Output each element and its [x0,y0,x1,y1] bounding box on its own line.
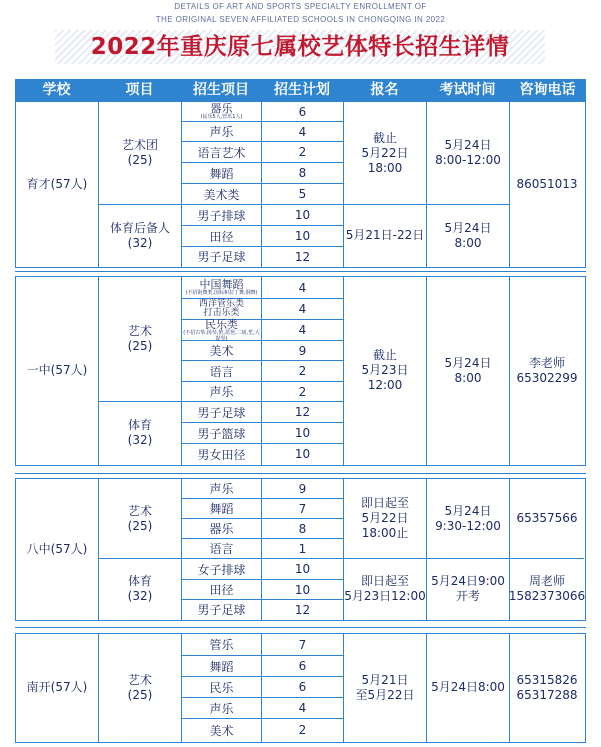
divider [15,627,586,628]
project-cell [99,402,181,464]
enroll-item: 美术类 [203,187,240,202]
enroll-item-name: 中国舞蹈 [199,278,244,291]
signup-line: 5月21日 [361,672,409,687]
plan-value: 2 [298,723,307,737]
project-name: 艺术团 [121,138,158,152]
phone-contact: 李老师 [528,355,565,370]
signup-cell [344,559,426,619]
phone-number: 1582373066 [508,589,586,603]
phone-number: 65302299 [516,370,578,385]
project-count: (32) [127,433,153,447]
plan-value: 12 [294,602,311,617]
header-project: 项目 [125,82,154,98]
signup-cell [344,102,426,204]
enroll-item: 舞蹈 [209,659,234,674]
exam-cell [427,634,509,741]
phone-contact: 周老师 [528,574,565,588]
phone-number: 86051013 [516,176,578,191]
enroll-item [182,317,261,342]
enroll-item: 语言 [209,364,234,379]
project-cell [99,277,181,401]
enroll-item-note: (不招街舞类,国标和拉丁舞,钢舞) [185,290,258,296]
signup-line: 5月23日 [361,363,409,377]
project-cell [99,102,181,204]
signup-cell [344,479,426,558]
project-count: (25) [127,153,153,167]
phone-number: 65315826 [516,672,578,687]
header-plan: 招生计划 [274,82,330,98]
plan-value: 6 [298,659,307,673]
plan-value: 10 [294,447,311,461]
signup-line: 截止 [372,348,397,362]
plan-value: 2 [298,364,307,378]
project-cell [99,559,181,619]
school-block-yucai [15,101,586,268]
enroll-item: 男子足球 [197,405,246,420]
plan-value: 10 [294,229,311,243]
page-title: 2022年重庆原七属校艺体特长招生详情 [90,34,510,60]
exam-line: 8:00 [454,370,482,385]
school-name: 育才(57人) [26,176,88,191]
school-name: 南开(57人) [26,680,88,694]
plan-value: 4 [298,701,307,715]
signup-line: 5月22日 [361,511,409,525]
divider [15,271,586,272]
enroll-item: 男女田径 [197,447,246,462]
enroll-item: 语言 [209,542,234,556]
enroll-item: 舞蹈 [209,166,234,181]
enroll-item: 民乐 [209,680,234,695]
enroll-item: 男子篮球 [197,426,246,441]
enroll-item: 声乐 [209,125,234,139]
exam-line: 5月24日 [444,138,492,152]
project-count: (25) [127,518,153,533]
project-name: 体育 [127,574,152,588]
plan-value: 12 [294,405,311,419]
project-name: 体育后备人 [109,220,170,235]
signup-line: 即日起至 [360,496,409,510]
plan-value: 1 [298,541,307,556]
plan-value: 4 [298,302,307,316]
phone-cell [510,634,584,741]
plan-value: 9 [298,343,307,358]
enroll-item-name-line-2: 打击乐类 [203,308,240,318]
enroll-item [182,299,261,319]
enroll-item: 器乐 [209,522,234,536]
english-subtitle-line-1: DETAILS OF ART AND SPORTS SPECIALTY ENROLLMENT OF [174,2,427,11]
plan-value: 8 [298,166,307,180]
project-name: 艺术 [127,503,152,518]
signup-line: 5月21日-22日 [345,228,425,242]
header-school: 学校 [42,82,71,98]
plan-value: 4 [298,124,307,139]
enroll-item: 田径 [209,229,234,244]
enroll-item: 女子排球 [197,562,246,577]
project-name: 艺术 [127,324,152,338]
signup-cell [344,634,426,741]
plan-value: 4 [298,280,307,295]
phone-cell [510,277,584,464]
exam-cell [427,277,509,464]
project-count: (25) [127,687,153,702]
plan-value: 7 [298,637,307,652]
phone-number: 65357566 [516,511,578,525]
enroll-item: 男子足球 [197,603,246,617]
school-name: 一中(57人) [26,363,88,377]
table-header [15,79,586,101]
plan-value: 10 [294,582,311,597]
header-enroll-item: 招生项目 [193,82,249,98]
enroll-item: 舞蹈 [209,502,234,516]
exam-line: 5月24日8:00 [431,680,505,694]
signup-line: 5月23日12:00 [344,589,426,603]
school-name: 八中(57人) [26,541,88,556]
enroll-item: 管乐 [209,638,234,652]
plan-value: 8 [298,521,307,536]
signup-line: 至5月22日 [355,687,415,702]
exam-line: 开考 [455,589,480,603]
enroll-item: 男子排球 [197,208,246,223]
enroll-item: 声乐 [209,385,234,399]
exam-line: 9:30-12:00 [435,518,501,533]
signup-line: 18:00 [367,160,403,175]
enroll-item: 美术 [209,344,234,358]
enroll-item-note: (不招古筝,扬琴,笛,琵琶,二胡,笙,大提琴) [183,329,260,342]
plan-value: 10 [294,562,311,576]
plan-value: 9 [298,481,307,496]
project-cell [99,205,181,266]
school-block-nankai [15,633,586,743]
plan-value: 12 [294,249,311,264]
exam-line: 5月24日 [444,355,492,370]
plan-value: 5 [298,187,307,201]
plan-value: 6 [298,104,307,119]
phone-cell [510,479,584,558]
enroll-item: 声乐 [209,701,234,716]
header-signup: 报名 [370,82,399,98]
project-name: 艺术 [127,672,152,687]
header-phone: 咨询电话 [519,82,576,98]
enroll-item-note: (民乐5人,管乐1人) [200,114,243,120]
enroll-item-name: 器乐 [210,102,233,115]
plan-value: 2 [298,145,307,159]
phone-number: 65317288 [516,687,578,702]
plan-value: 2 [298,384,307,399]
plan-value: 6 [298,680,307,694]
enroll-item: 男子足球 [197,250,246,264]
project-count: (32) [127,589,153,603]
header-exam-time: 考试时间 [439,82,496,98]
divider [15,473,586,474]
exam-cell [427,102,509,204]
project-count: (32) [127,235,153,250]
signup-line: 12:00 [367,378,403,392]
enroll-item: 田径 [209,583,234,597]
exam-cell [427,479,509,558]
exam-line: 5月24日 [444,503,492,518]
plan-value: 4 [298,323,307,337]
project-cell [99,634,181,741]
exam-cell [427,559,509,619]
project-cell [99,479,181,558]
exam-cell [427,205,509,266]
phone-cell [510,102,584,266]
enroll-item [182,102,261,121]
exam-line: 8:00 [454,235,482,250]
phone-cell [510,559,584,619]
school-block-bazhong [15,478,586,621]
enroll-item-name: 民乐类 [205,317,238,331]
plan-value: 7 [298,501,307,516]
signup-line: 即日起至 [360,574,409,588]
english-subtitle-line-2: THE ORIGINAL SEVEN AFFILIATED SCHOOLS IN CHONGQING IN 2022 [155,15,446,24]
signup-cell [344,205,426,266]
exam-line: 8:00-12:00 [435,153,501,167]
signup-line: 18:00止 [361,526,409,540]
project-name: 体育 [127,418,152,432]
enroll-item [182,277,261,298]
plan-value: 10 [294,208,311,222]
signup-line: 截止 [372,130,397,145]
project-count: (25) [127,339,153,353]
exam-line: 5月24日 [444,220,492,235]
enroll-item: 声乐 [209,482,234,496]
enroll-item: 美术 [209,723,234,738]
exam-line: 5月24日9:00 [431,574,505,588]
enroll-item: 语言艺术 [197,145,246,160]
signup-line: 5月22日 [361,145,409,160]
plan-value: 10 [294,426,311,440]
school-block-yizhong [15,276,586,466]
enroll-item-name: 西洋管乐类 [198,299,244,309]
signup-cell [344,277,426,464]
